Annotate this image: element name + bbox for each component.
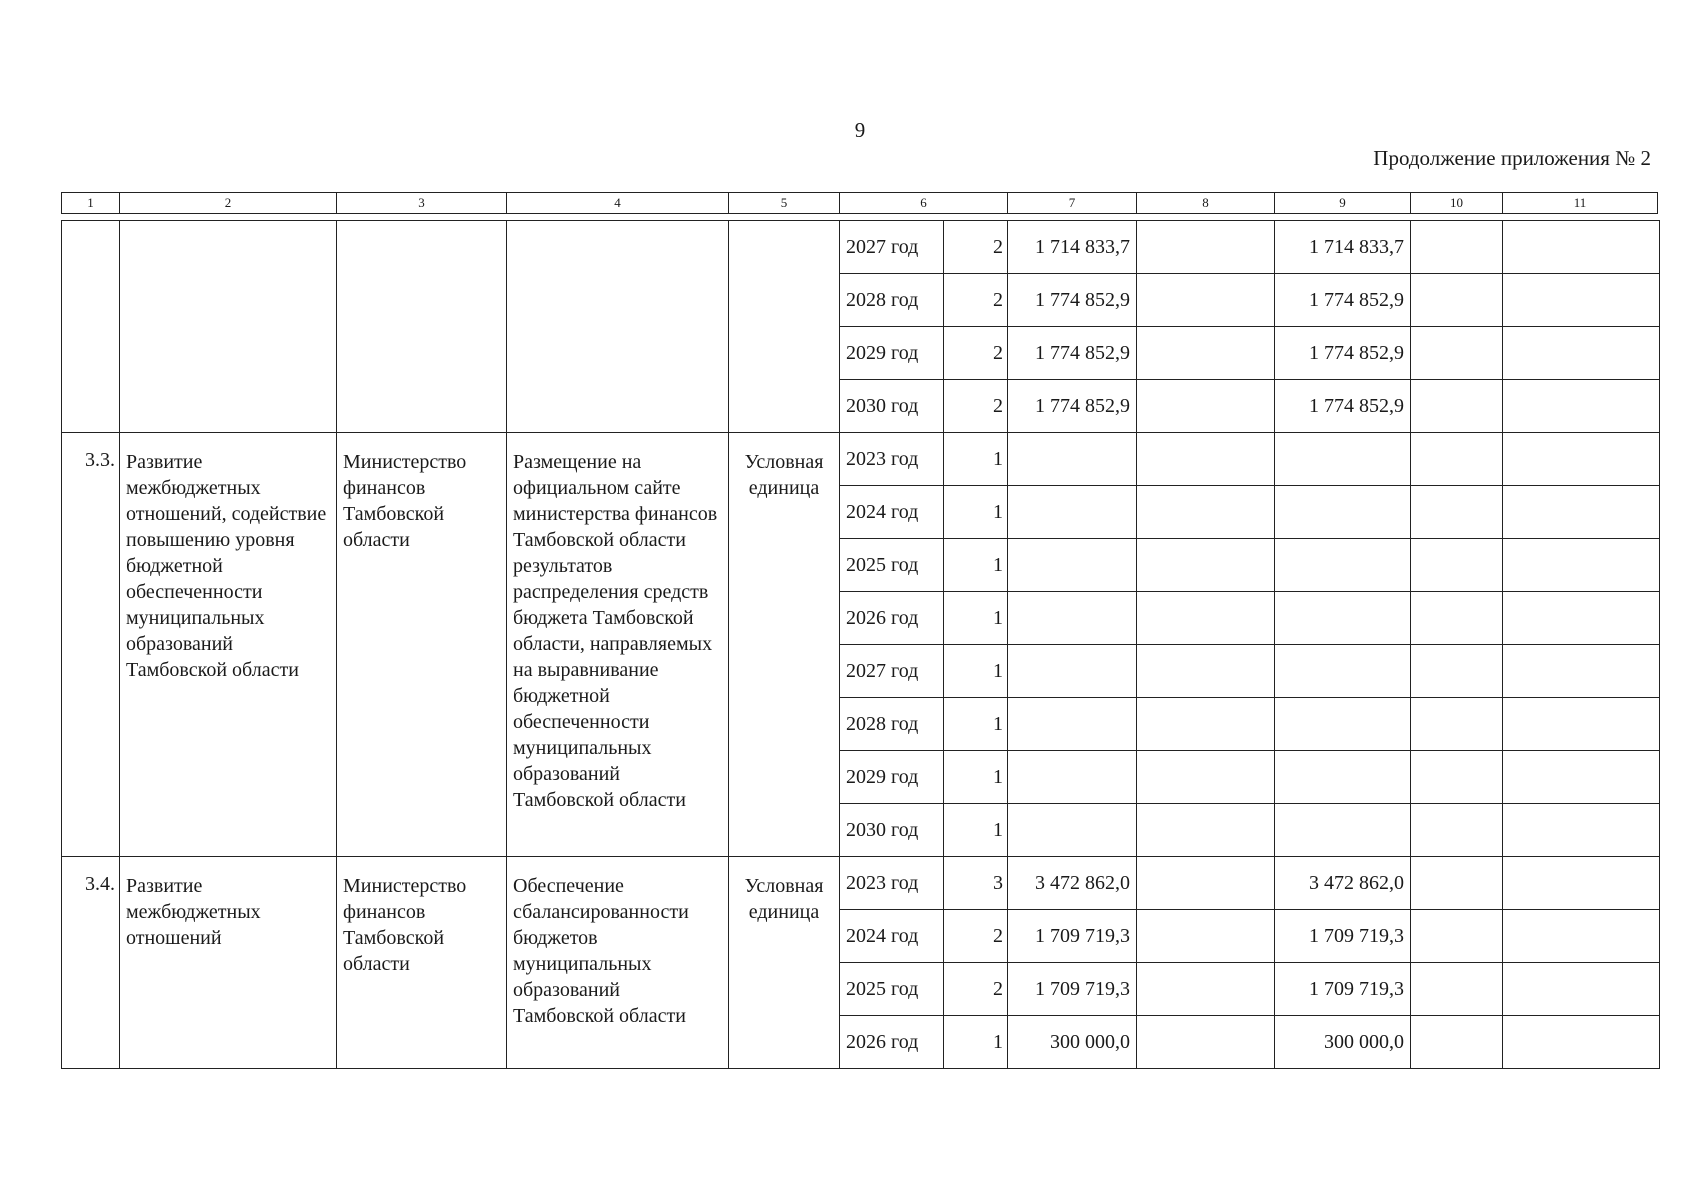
count-cell: 1 <box>944 592 1008 645</box>
year-cell: 2028 год <box>840 698 944 751</box>
col7-value <box>1008 645 1137 698</box>
column-number: 6 <box>840 193 1008 214</box>
col9-value <box>1275 645 1411 698</box>
year-cell: 2023 год <box>840 857 944 910</box>
col8-value <box>1137 645 1275 698</box>
col10-value <box>1411 221 1503 274</box>
appendix-continuation-note: Продолжение приложения № 2 <box>1373 146 1651 170</box>
col9-value: 3 472 862,0 <box>1275 857 1411 910</box>
col11-value <box>1503 910 1660 963</box>
col11-value <box>1503 274 1660 327</box>
year-cell: 2023 год <box>840 433 944 486</box>
col7-value: 1 774 852,9 <box>1008 327 1137 380</box>
col10-value <box>1411 327 1503 380</box>
col8-value <box>1137 1016 1275 1069</box>
count-cell: 1 <box>944 433 1008 486</box>
col9-value <box>1275 804 1411 857</box>
col11-value <box>1503 592 1660 645</box>
year-cell: 2027 год <box>840 221 944 274</box>
page-number: 9 <box>854 118 866 142</box>
executor-cell <box>337 221 507 433</box>
year-cell: 2024 год <box>840 486 944 539</box>
col10-value <box>1411 804 1503 857</box>
col8-value <box>1137 751 1275 804</box>
col8-value <box>1137 327 1275 380</box>
count-cell: 2 <box>944 910 1008 963</box>
count-cell: 3 <box>944 857 1008 910</box>
year-cell: 2024 год <box>840 910 944 963</box>
col9-value: 300 000,0 <box>1275 1016 1411 1069</box>
col7-value <box>1008 486 1137 539</box>
col11-value <box>1503 433 1660 486</box>
count-cell: 1 <box>944 486 1008 539</box>
year-cell: 2025 год <box>840 539 944 592</box>
col11-value <box>1503 221 1660 274</box>
indicator-cell <box>507 221 729 433</box>
count-cell: 2 <box>944 327 1008 380</box>
count-cell: 1 <box>944 698 1008 751</box>
count-cell: 2 <box>944 221 1008 274</box>
count-cell: 2 <box>944 963 1008 1016</box>
col9-value <box>1275 539 1411 592</box>
col7-value: 1 774 852,9 <box>1008 380 1137 433</box>
year-cell: 2025 год <box>840 963 944 1016</box>
col8-value <box>1137 221 1275 274</box>
year-cell: 2026 год <box>840 592 944 645</box>
col9-value <box>1275 592 1411 645</box>
col8-value <box>1137 963 1275 1016</box>
col11-value <box>1503 486 1660 539</box>
count-cell: 1 <box>944 539 1008 592</box>
col8-value <box>1137 380 1275 433</box>
col8-value <box>1137 857 1275 910</box>
item-index: 3.3. <box>62 433 120 857</box>
col11-value <box>1503 751 1660 804</box>
column-number: 8 <box>1137 193 1275 214</box>
column-number: 3 <box>337 193 507 214</box>
col7-value: 300 000,0 <box>1008 1016 1137 1069</box>
col11-value <box>1503 698 1660 751</box>
col10-value <box>1411 645 1503 698</box>
item-unit: Условная единица <box>729 857 840 1069</box>
col8-value <box>1137 592 1275 645</box>
col10-value <box>1411 433 1503 486</box>
col9-value <box>1275 751 1411 804</box>
column-number: 7 <box>1008 193 1137 214</box>
table-row <box>62 221 1660 274</box>
col11-value <box>1503 539 1660 592</box>
col11-value <box>1503 1016 1660 1069</box>
col10-value <box>1411 486 1503 539</box>
col9-value: 1 774 852,9 <box>1275 380 1411 433</box>
col7-value: 1 709 719,3 <box>1008 963 1137 1016</box>
year-cell: 2027 год <box>840 645 944 698</box>
col10-value <box>1411 1016 1503 1069</box>
column-number: 9 <box>1275 193 1411 214</box>
col7-value: 1 714 833,7 <box>1008 221 1137 274</box>
index-cell <box>62 221 120 433</box>
col10-value <box>1411 698 1503 751</box>
col10-value <box>1411 274 1503 327</box>
col10-value <box>1411 963 1503 1016</box>
count-cell: 1 <box>944 751 1008 804</box>
col7-value <box>1008 433 1137 486</box>
name-cell <box>120 221 337 433</box>
col10-value <box>1411 857 1503 910</box>
col9-value <box>1275 433 1411 486</box>
table-row <box>62 433 1660 486</box>
col10-value <box>1411 751 1503 804</box>
item-name: Развитие межбюджетных отношений <box>120 857 337 1069</box>
col11-value <box>1503 857 1660 910</box>
col7-value: 1 709 719,3 <box>1008 910 1137 963</box>
col10-value <box>1411 910 1503 963</box>
year-cell: 2030 год <box>840 380 944 433</box>
col10-value <box>1411 539 1503 592</box>
column-number: 10 <box>1411 193 1503 214</box>
col9-value: 1 709 719,3 <box>1275 963 1411 1016</box>
count-cell: 2 <box>944 380 1008 433</box>
col9-value <box>1275 486 1411 539</box>
col11-value <box>1503 804 1660 857</box>
col11-value <box>1503 963 1660 1016</box>
item-name: Развитие межбюджетных отношений, содействие повышению уровня бюджетной обеспеченности муниципальных образований Тамбовской области <box>120 433 337 857</box>
col8-value <box>1137 486 1275 539</box>
col10-value <box>1411 592 1503 645</box>
item-indicator: Размещение на официальном сайте министерства финансов Тамбовской области результатов распределения средств бюджета Тамбовской области, направляемых на выравнивание бюджетной обеспеченности муниципальных образований Тамбовской области <box>507 433 729 857</box>
year-cell: 2030 год <box>840 804 944 857</box>
col7-value <box>1008 751 1137 804</box>
year-cell: 2028 год <box>840 274 944 327</box>
item-indicator: Обеспечение сбалансированности бюджетов муниципальных образований Тамбовской области <box>507 857 729 1069</box>
col8-value <box>1137 433 1275 486</box>
col11-value <box>1503 380 1660 433</box>
column-number: 1 <box>62 193 120 214</box>
unit-cell <box>729 221 840 433</box>
col9-value <box>1275 698 1411 751</box>
measures-table <box>61 220 1660 1069</box>
count-cell: 2 <box>944 274 1008 327</box>
col11-value <box>1503 645 1660 698</box>
col9-value: 1 709 719,3 <box>1275 910 1411 963</box>
column-number: 5 <box>729 193 840 214</box>
item-executor: Министерство финансов Тамбовской области <box>337 857 507 1069</box>
column-number: 2 <box>120 193 337 214</box>
col8-value <box>1137 804 1275 857</box>
col7-value: 3 472 862,0 <box>1008 857 1137 910</box>
year-cell: 2029 год <box>840 327 944 380</box>
year-cell: 2026 год <box>840 1016 944 1069</box>
column-number: 4 <box>507 193 729 214</box>
col9-value: 1 714 833,7 <box>1275 221 1411 274</box>
col7-value <box>1008 592 1137 645</box>
item-index: 3.4. <box>62 857 120 1069</box>
col9-value: 1 774 852,9 <box>1275 327 1411 380</box>
col8-value <box>1137 539 1275 592</box>
col9-value: 1 774 852,9 <box>1275 274 1411 327</box>
count-cell: 1 <box>944 804 1008 857</box>
col8-value <box>1137 274 1275 327</box>
col8-value <box>1137 698 1275 751</box>
column-numbers-header <box>61 192 1658 214</box>
count-cell: 1 <box>944 1016 1008 1069</box>
col7-value <box>1008 698 1137 751</box>
column-number: 11 <box>1503 193 1658 214</box>
col7-value <box>1008 804 1137 857</box>
col8-value <box>1137 910 1275 963</box>
col7-value: 1 774 852,9 <box>1008 274 1137 327</box>
col11-value <box>1503 327 1660 380</box>
item-executor: Министерство финансов Тамбовской области <box>337 433 507 857</box>
col10-value <box>1411 380 1503 433</box>
table-row <box>62 857 1660 910</box>
year-cell: 2029 год <box>840 751 944 804</box>
col7-value <box>1008 539 1137 592</box>
item-unit: Условная единица <box>729 433 840 857</box>
count-cell: 1 <box>944 645 1008 698</box>
